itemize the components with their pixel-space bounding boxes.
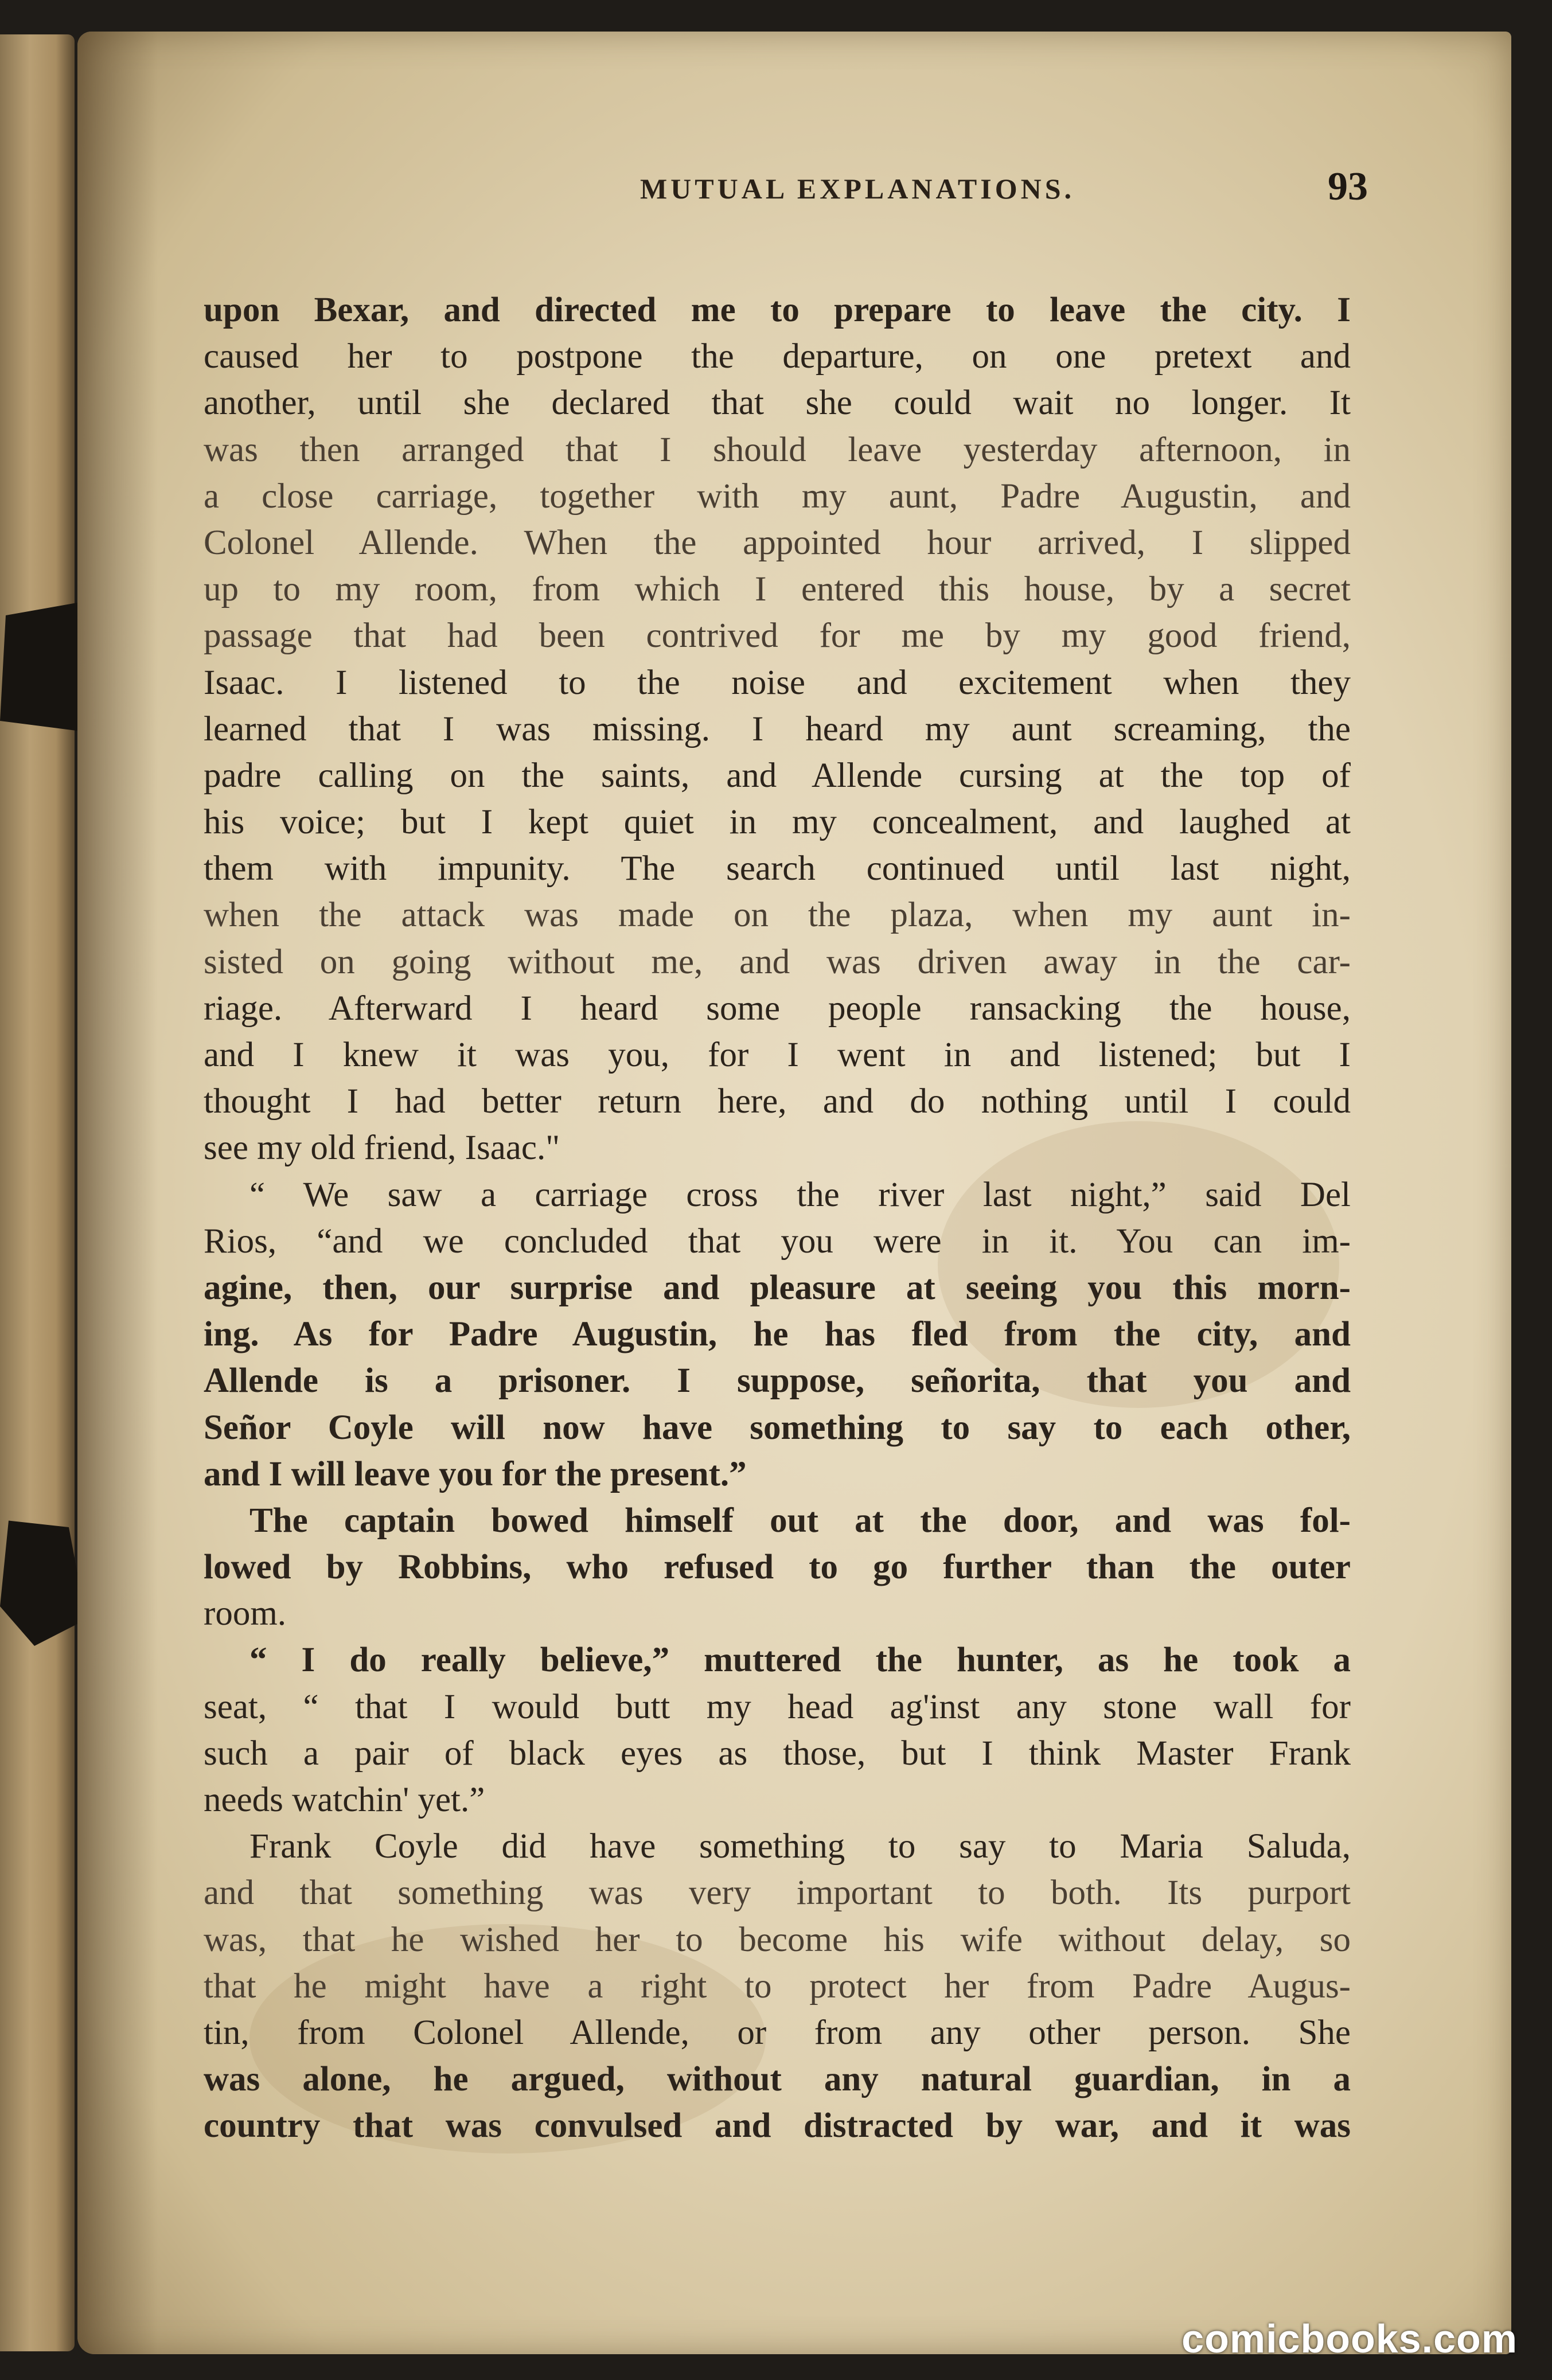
text-line: seat, “ that I would butt my head ag'inst any stone wall for — [204, 1687, 1351, 1726]
gutter-shadow — [77, 32, 158, 2354]
site-watermark: comicbooks.com — [1181, 2316, 1518, 2361]
text-line: ing. As for Padre Augustin, he has fled from the city, and — [204, 1315, 1351, 1354]
text-line: “ I do really believe,” muttered the hunter, as he took a — [249, 1641, 1351, 1680]
text-line: lowed by Robbins, who refused to go further than the outer — [204, 1548, 1351, 1587]
text-line: Frank Coyle did have something to say to Maria Saluda, — [249, 1827, 1351, 1866]
text-line: that he might have a right to protect her from Padre Augus- — [204, 1967, 1351, 2006]
text-line: was then arranged that I should leave yesterday afternoon, in — [204, 430, 1351, 469]
text-line: Rios, “and we concluded that you were in it. You can im- — [204, 1222, 1351, 1261]
text-line: his voice; but I kept quiet in my concealment, and laughed at — [204, 803, 1351, 842]
text-line: agine, then, our surprise and pleasure at seeing you this morn- — [204, 1268, 1351, 1307]
running-head — [77, 165, 1511, 218]
text-line: when the attack was made on the plaza, when my aunt in- — [204, 896, 1351, 935]
text-line: upon Bexar, and directed me to prepare to leave the city. I — [204, 291, 1351, 329]
text-line: was alone, he argued, without any natural guardian, in a — [204, 2060, 1351, 2099]
text-line: caused her to postpone the departure, on one pretext and — [204, 337, 1351, 376]
running-title: MUTUAL EXPLANATIONS. — [639, 173, 1075, 205]
text-line: needs watchin' yet.” — [204, 1781, 485, 1819]
facing-page-edge — [0, 34, 75, 2351]
text-line: and I knew it was you, for I went in and listened; but I — [204, 1036, 1351, 1074]
text-line: country that was convulsed and distracted by war, and it was — [204, 2106, 1351, 2145]
text-line: padre calling on the saints, and Allende cursing at the top of — [204, 756, 1351, 795]
text-line: was, that he wished her to become his wife without delay, so — [204, 1920, 1351, 1959]
book-page — [77, 32, 1511, 2354]
text-line: Colonel Allende. When the appointed hour arrived, I slipped — [204, 523, 1351, 562]
text-line: passage that had been contrived for me by my good friend, — [204, 617, 1351, 656]
text-line: “ We saw a carriage cross the river last night,” said Del — [249, 1175, 1351, 1214]
text-line: Isaac. I listened to the noise and excitement when they — [204, 663, 1351, 702]
text-line: The captain bowed himself out at the door, and was fol- — [249, 1501, 1351, 1540]
text-line: room. — [204, 1594, 287, 1633]
page-number: 93 — [1328, 165, 1368, 209]
text-line: another, until she declared that she could wait no longer. It — [204, 384, 1351, 423]
text-line: Señor Coyle will now have something to say to each other, — [204, 1408, 1351, 1447]
text-line: tin, from Colonel Allende, or from any other person. She — [204, 2013, 1351, 2052]
body-text — [204, 287, 1351, 2179]
text-line: see my old friend, Isaac." — [204, 1129, 560, 1168]
text-line: riage. Afterward I heard some people ransacking the house, — [204, 989, 1351, 1028]
text-line: and that something was very important to both. Its purport — [204, 1874, 1351, 1913]
text-line: up to my room, from which I entered this house, by a secret — [204, 570, 1351, 609]
text-line: thought I had better return here, and do nothing until I could — [204, 1082, 1351, 1121]
text-line: Allende is a prisoner. I suppose, señorita, that you and — [204, 1361, 1351, 1400]
text-line: and I will leave you for the present.” — [204, 1454, 747, 1493]
text-line: a close carriage, together with my aunt, Padre Augustin, and — [204, 477, 1351, 516]
text-line: them with impunity. The search continued until last night, — [204, 849, 1351, 888]
text-line: learned that I was missing. I heard my aunt screaming, the — [204, 709, 1351, 748]
text-line: sisted on going without me, and was driven away in the car- — [204, 942, 1351, 981]
text-line: such a pair of black eyes as those, but I think Master Frank — [204, 1734, 1351, 1773]
